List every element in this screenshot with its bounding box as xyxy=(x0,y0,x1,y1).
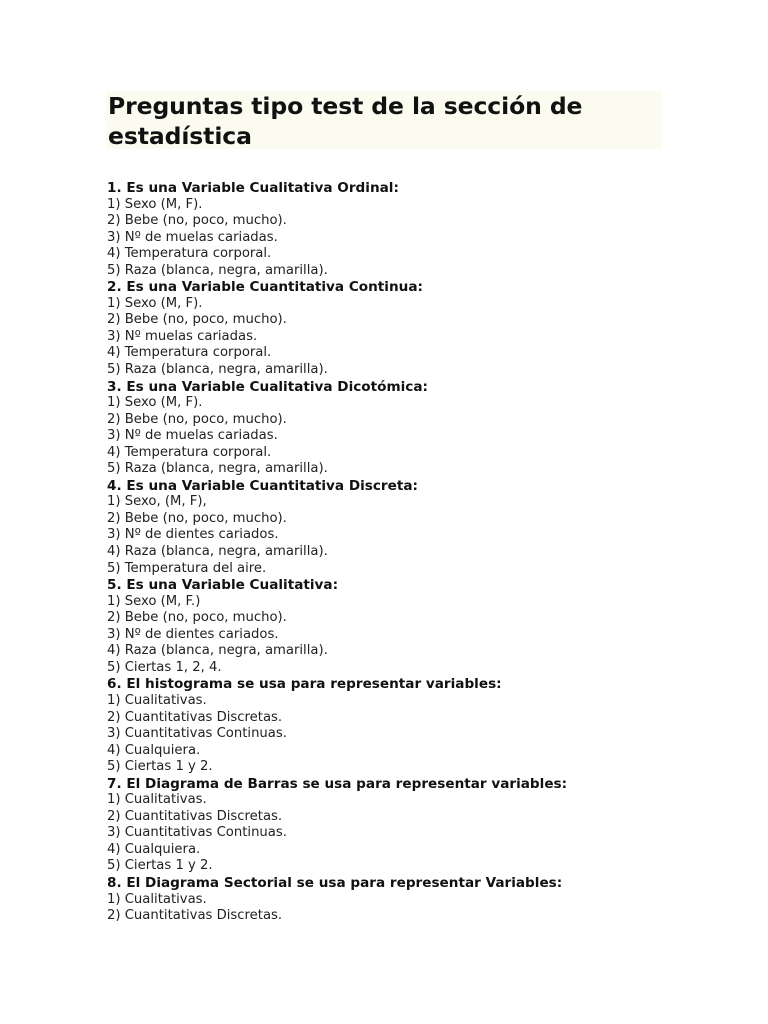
answer-option: 1) Sexo (M, F). xyxy=(107,295,203,311)
answer-option: 5) Ciertas 1 y 2. xyxy=(107,858,213,874)
answer-option: 4) Temperatura corporal. xyxy=(107,444,272,460)
answer-option: 4) Temperatura corporal. xyxy=(107,345,272,361)
answer-option: 3) Cuantitativas Continuas. xyxy=(107,726,287,742)
question-8 xyxy=(107,875,707,925)
answer-option: 3) Nº de dientes cariados. xyxy=(107,527,279,543)
question-1 xyxy=(107,180,707,279)
question-text: 8. El Diagrama Sectorial se usa para representar Variables: xyxy=(107,874,563,891)
question-text: 1. Es una Variable Cualitativa Ordinal: xyxy=(107,180,399,196)
answer-option: 4) Temperatura corporal. xyxy=(107,246,272,262)
answer-option: 1) Sexo, (M, F), xyxy=(107,494,207,510)
answer-option: 2) Bebe (no, poco, mucho). xyxy=(107,411,287,427)
answer-option: 4) Raza (blanca, negra, amarilla). xyxy=(107,643,328,659)
question-6 xyxy=(107,676,707,775)
answer-option: 4) Cualquiera. xyxy=(107,841,201,857)
answer-option: 3) Nº de dientes cariados. xyxy=(107,626,279,642)
question-7 xyxy=(107,776,707,875)
answer-option: 1) Cualitativas. xyxy=(107,891,207,907)
answer-option: 3) Nº de muelas cariadas. xyxy=(107,229,278,245)
answer-option: 2) Bebe (no, poco, mucho). xyxy=(107,510,287,526)
answer-option: 3) Cuantitativas Continuas. xyxy=(107,825,287,841)
question-3 xyxy=(107,379,707,478)
question-text: 5. Es una Variable Cualitativa: xyxy=(107,577,339,594)
question-text: 4. Es una Variable Cuantitativa Discreta: xyxy=(107,477,418,494)
title-box xyxy=(106,91,662,149)
answer-option: 2) Bebe (no, poco, mucho). xyxy=(107,610,287,626)
question-5 xyxy=(107,577,707,676)
answer-option: 1) Cualitativas. xyxy=(107,792,207,808)
answer-option: 2) Cuantitativas Discretas. xyxy=(107,808,283,824)
answer-option: 5) Ciertas 1 y 2. xyxy=(107,759,213,775)
answer-option: 2) Cuantitativas Discretas. xyxy=(107,709,283,725)
answer-option: 3) Nº de muelas cariadas. xyxy=(107,428,278,444)
question-4 xyxy=(107,478,707,577)
question-2 xyxy=(107,279,707,378)
answer-option: 1) Cualitativas. xyxy=(107,692,207,708)
question-text: 6. El histograma se usa para representar variables: xyxy=(107,676,502,693)
answer-option: 4) Raza (blanca, negra, amarilla). xyxy=(107,544,328,560)
answer-option: 2) Bebe (no, poco, mucho). xyxy=(107,213,287,229)
answer-option: 3) Nº muelas cariadas. xyxy=(107,328,258,344)
answer-option: 2) Bebe (no, poco, mucho). xyxy=(107,312,287,328)
answer-option: 2) Cuantitativas Discretas. xyxy=(107,908,283,924)
answer-option: 1) Sexo (M, F). xyxy=(107,196,203,212)
question-text: 7. El Diagrama de Barras se usa para representar variables: xyxy=(107,775,568,792)
question-text: 2. Es una Variable Cuantitativa Continua: xyxy=(107,279,423,296)
answer-option: 1) Sexo (M, F.) xyxy=(107,593,201,609)
question-list xyxy=(107,180,707,925)
answer-option: 5) Raza (blanca, negra, amarilla). xyxy=(107,262,328,278)
answer-option: 1) Sexo (M, F). xyxy=(107,395,203,411)
answer-option: 4) Cualquiera. xyxy=(107,742,201,758)
question-text: 3. Es una Variable Cualitativa Dicotómica: xyxy=(107,378,428,395)
answer-option: 5) Raza (blanca, negra, amarilla). xyxy=(107,461,328,477)
page-title: Preguntas tipo test de la sección de estadística xyxy=(108,92,583,150)
answer-option: 5) Ciertas 1, 2, 4. xyxy=(107,659,222,675)
answer-option: 5) Temperatura del aire. xyxy=(107,560,267,576)
answer-option: 5) Raza (blanca, negra, amarilla). xyxy=(107,362,328,378)
